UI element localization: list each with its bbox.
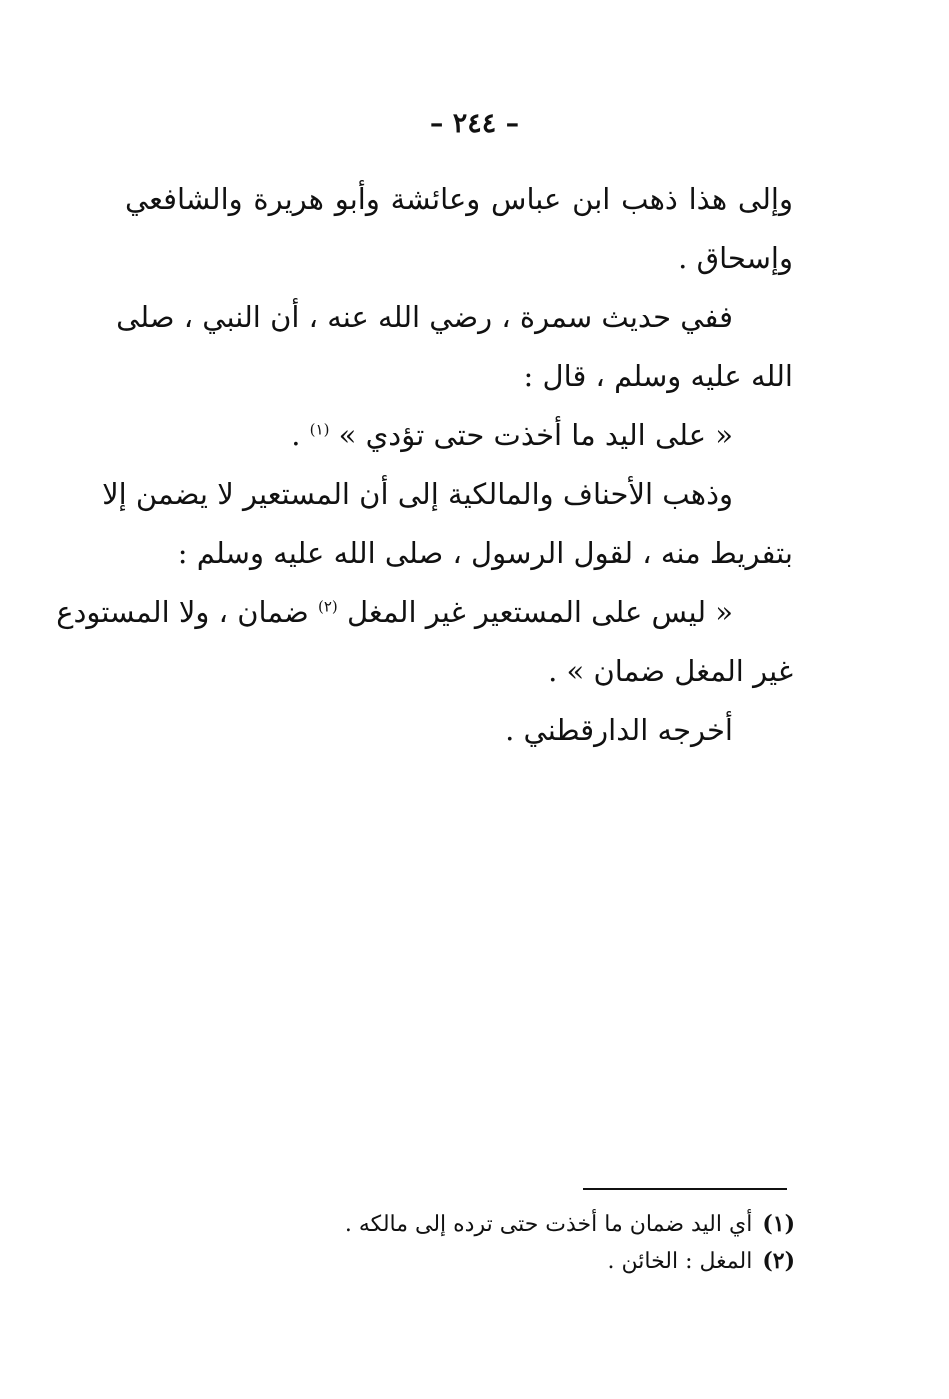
footnote-text-2: المغل : الخائن .	[607, 1249, 753, 1274]
hadith-quote-2-start: « ليس على المستعير غير المغل	[346, 595, 733, 629]
footnote-1	[300, 1206, 795, 1243]
text-line-10: أخرجه الدارقطني .	[505, 713, 733, 747]
footnote-2	[300, 1243, 795, 1280]
hadith-quote-1-end: .	[291, 418, 301, 452]
text-line-5	[125, 406, 793, 465]
hadith-quote-2-middle: ضمان ، ولا المستودع	[56, 595, 309, 629]
text-line-1: وإلى هذا ذهب ابن عباس وعائشة وأبو هريرة والشافعي	[125, 182, 793, 216]
footnote-marker-1: (١)	[762, 1211, 795, 1237]
hadith-quote-1: « على اليد ما أخذت حتى تؤدي »	[338, 418, 733, 452]
text-line-7: بتفريط منه ، لقول الرسول ، صلى الله عليه وسلم :	[177, 536, 793, 570]
text-line-6: وذهب الأحناف والمالكية إلى أن المستعير لا يضمن إلا	[102, 477, 733, 511]
main-text	[56, 170, 793, 760]
footnote-ref-2: (٢)	[317, 597, 338, 616]
page-number: – ٢٤٤ –	[429, 108, 520, 139]
footnote-ref-1: (١)	[309, 420, 330, 439]
footnote-text-1: أي اليد ضمان ما أخذت حتى ترده إلى مالكه .	[344, 1212, 753, 1237]
text-line-9: غير المغل ضمان » .	[548, 654, 793, 688]
text-line-8	[56, 583, 793, 642]
text-line-2: وإسحاق .	[678, 241, 793, 275]
text-line-4: الله عليه وسلم ، قال :	[523, 359, 793, 393]
footnote-marker-2: (٢)	[762, 1248, 795, 1274]
footnotes	[300, 1206, 795, 1280]
text-line-3: ففي حديث سمرة ، رضي الله عنه ، أن النبي ، صلى	[116, 300, 733, 334]
footnote-divider	[583, 1188, 787, 1190]
